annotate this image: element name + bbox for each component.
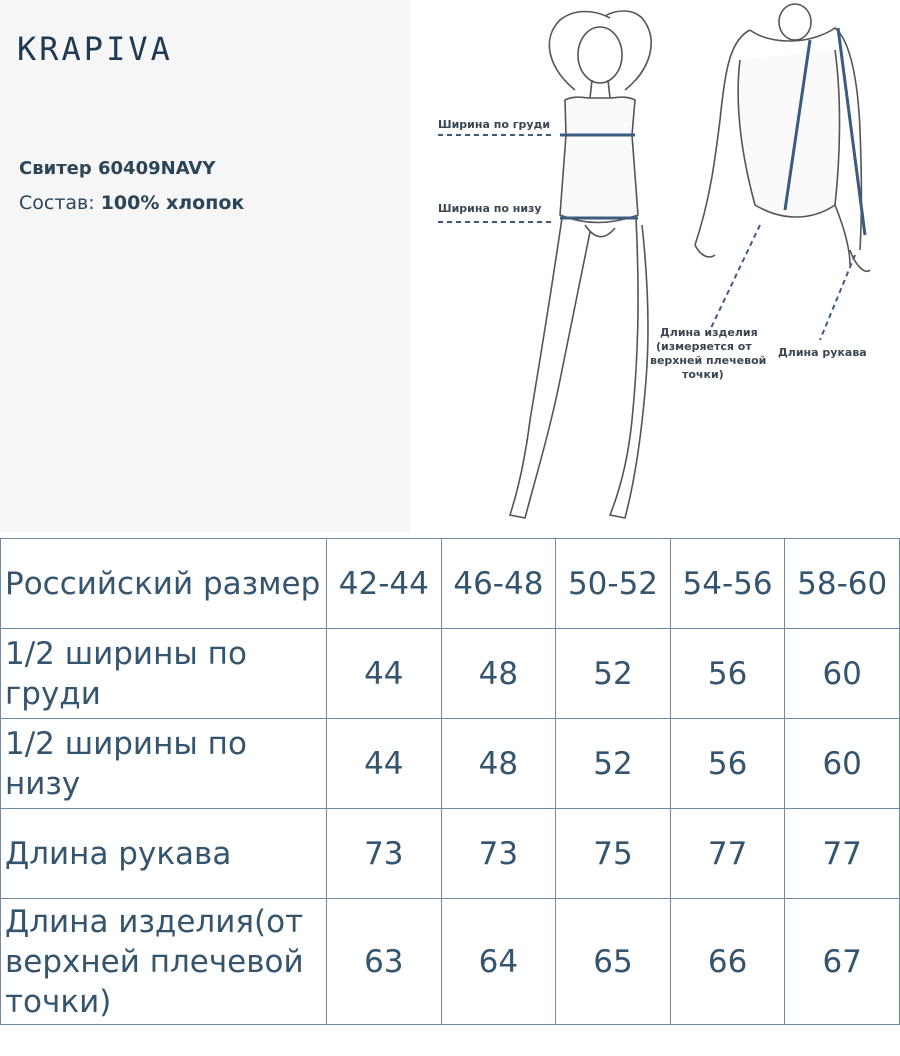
row-label: 1/2 ширины по груди [1,629,327,719]
header-size: 46-48 [441,539,556,629]
table-cell: 52 [556,719,671,809]
table-cell: 64 [441,899,556,1025]
table-cell: 77 [785,809,900,899]
header-label: Российский размер [1,539,327,629]
table-cell: 77 [670,809,785,899]
annotation-length-3: верхней плечевой [650,354,767,367]
product-title: Свитер 60409NAVY [19,158,216,179]
table-cell: 60 [785,719,900,809]
header-size: 50-52 [556,539,671,629]
table-cell: 75 [556,809,671,899]
figure-front [510,11,651,518]
table-cell: 65 [556,899,671,1025]
annotation-length-2: (измеряется от [656,340,752,353]
header-size: 58-60 [785,539,900,629]
figure-sweater [695,4,870,271]
table-cell: 44 [327,629,442,719]
product-info-panel [0,0,410,532]
row-label: Длина рукава [1,809,327,899]
table-row [1,899,900,1025]
table-row [1,809,900,899]
table-cell: 73 [441,809,556,899]
table-cell: 56 [670,629,785,719]
table-row [1,719,900,809]
table-cell: 52 [556,629,671,719]
table-cell: 73 [327,809,442,899]
annotation-length-4: точки) [682,368,724,381]
table-row [1,629,900,719]
table-cell: 63 [327,899,442,1025]
table-cell: 66 [670,899,785,1025]
table-cell: 56 [670,719,785,809]
annotation-sleeve-length: Длина рукава [778,346,867,359]
annotation-chest-width: Ширина по груди [438,118,551,131]
header-size: 54-56 [670,539,785,629]
table-cell: 67 [785,899,900,1025]
measurement-illustration [410,0,900,532]
table-cell: 48 [441,629,556,719]
annotation-hem-width: Ширина по низу [438,202,542,215]
composition-value: 100% хлопок [100,192,245,214]
brand-logo: KRAPIVA [17,30,173,68]
product-composition [19,192,244,214]
table-cell: 48 [441,719,556,809]
table-header-row [1,539,900,629]
composition-label: Состав: [19,192,95,214]
row-label: 1/2 ширины по низу [1,719,327,809]
row-label: Длина изделия(от верхней плечевой точки) [1,899,327,1025]
size-table [0,538,900,1025]
annotation-length-1: Длина изделия [660,326,758,339]
header-size: 42-44 [327,539,442,629]
table-cell: 44 [327,719,442,809]
table-cell: 60 [785,629,900,719]
